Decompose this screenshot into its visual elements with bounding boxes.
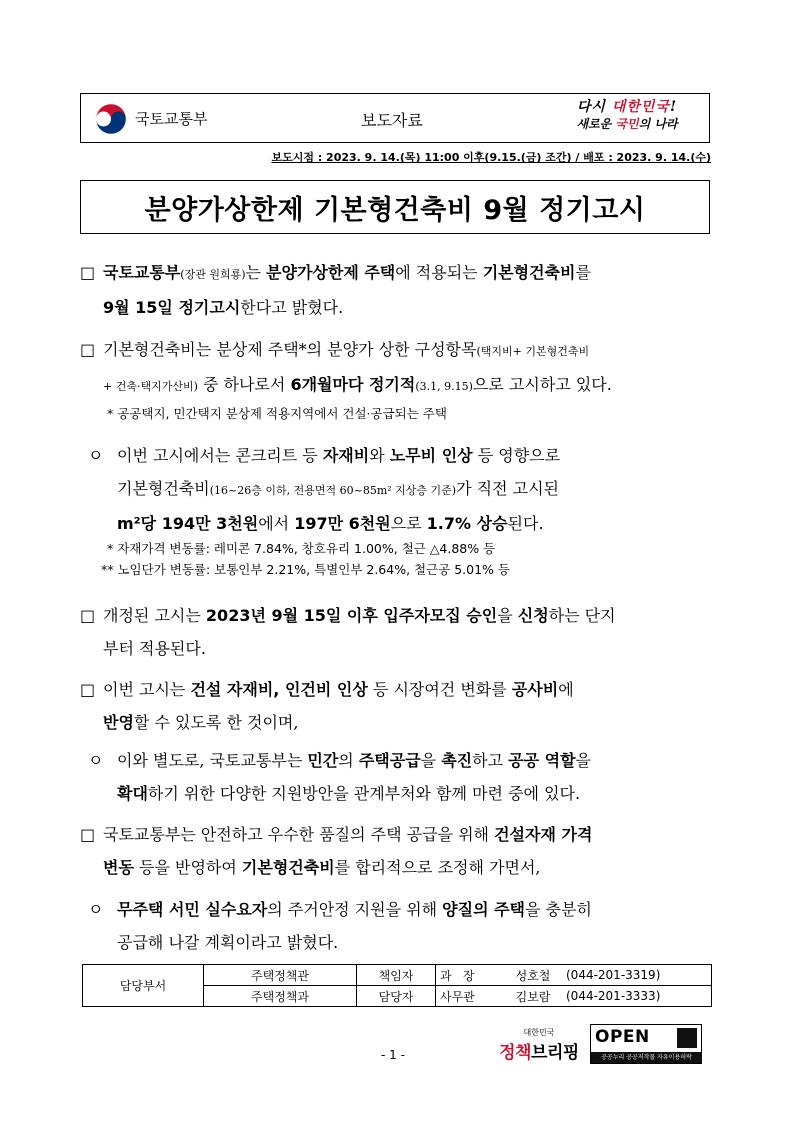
footnote: ** 노임단가 변동률: 보통인부 2.21%, 특별인부 2.64%, 철근공 5.01% 등 bbox=[101, 562, 510, 577]
paragraph-1: 국토교통부(장관 원희룡)는 분양가상한제 주택에 적용되는 기본형건축비를 9월 15일 정기고시한다고 밝혔다. bbox=[103, 263, 591, 317]
open-word: OPEN bbox=[595, 1027, 650, 1047]
paragraph-4: 개정된 고시는 2023년 9월 15일 이후 입주자모집 승인을 신청하는 단지 부터 적용된다. bbox=[103, 606, 616, 658]
policy-briefing-logo: 대한민국 정책브리핑 bbox=[499, 1028, 579, 1063]
paragraph-3: 이번 고시에서는 콘크리트 등 자재비와 노무비 인상 등 영향으로 기본형건축비(16~26층 이하, 전용면적 60~85m² 지상층 기준)가 직전 고시된 m²당 194만 3천원에서 197만 6천원으로 1.7% 상승된다. bbox=[117, 446, 561, 533]
paragraph-5: 이번 고시는 건설 자재비, 인건비 인상 등 시장여건 변화를 공사비에 반영할 수 있도록 한 것이며, bbox=[103, 680, 574, 732]
paragraph-2: 기본형건축비는 분상제 주택*의 분양가 상한 구성항목(택지비+ 기본형건축비 + 건축·택지가산비) 중 하나로서 6개월마다 정기적(3.1, 9.15)으로 고시하고 있다. bbox=[103, 340, 612, 394]
press-header-box bbox=[80, 93, 710, 143]
dept-label: 담당부서 bbox=[83, 965, 204, 1007]
office-cell: 주택정책관 bbox=[204, 965, 357, 986]
square-bullet: □ bbox=[80, 606, 96, 625]
contact-table bbox=[82, 964, 712, 1007]
name-cell: 김보람 bbox=[504, 986, 562, 1007]
document-type: 보도자료 bbox=[361, 111, 423, 130]
release-schedule: 보도시점 : 2023. 9. 14.(목) 11:00 이후(9.15.(금) 조간) / 배포 : 2023. 9. 14.(수) bbox=[271, 151, 711, 164]
ministry-name: 국토교통부 bbox=[135, 110, 208, 128]
paragraph-8: 무주택 서민 실수요자의 주거안정 지원을 위해 양질의 주택을 충분히 공급해 나갈 계획이라고 밝혔다. bbox=[117, 900, 592, 952]
circle-bullet: ㅇ bbox=[88, 900, 104, 919]
name-cell: 성호철 bbox=[504, 965, 562, 986]
office-cell: 주택정책과 bbox=[204, 986, 357, 1007]
page-number: - 1 - bbox=[381, 1048, 405, 1062]
title-cell: 과 장 bbox=[436, 965, 505, 986]
phone-cell: (044-201-3319) bbox=[562, 965, 712, 986]
role-cell: 담당자 bbox=[357, 986, 436, 1007]
slogan: 다시 대한민국! 새로운 국민의 나라 bbox=[576, 99, 678, 131]
footnote: * 자재가격 변동률: 레미콘 7.84%, 창호유리 1.00%, 철근 △4.88% 등 bbox=[107, 541, 496, 556]
paragraph-7: 국토교통부는 안전하고 우수한 품질의 주택 공급을 위해 건설자재 가격 변동 등을 반영하여 기본형건축비를 합리적으로 조정해 가면서, bbox=[103, 825, 593, 877]
page-title: 분양가상한제 기본형건축비 9월 정기고시 bbox=[144, 194, 646, 226]
title-cell: 사무관 bbox=[436, 986, 505, 1007]
role-cell: 책임자 bbox=[357, 965, 436, 986]
square-bullet: □ bbox=[80, 680, 96, 699]
phone-cell: (044-201-3333) bbox=[562, 986, 712, 1007]
title-box bbox=[80, 180, 710, 234]
square-bullet: □ bbox=[80, 340, 96, 359]
square-bullet: □ bbox=[80, 825, 96, 844]
government-emblem-icon bbox=[95, 103, 127, 135]
table-row bbox=[83, 965, 712, 986]
paragraph-6: 이와 별도로, 국토교통부는 민간의 주택공급을 촉진하고 공공 역할을 확대하기 위한 다양한 지원방안을 관계부처와 함께 마련 중에 있다. bbox=[117, 751, 592, 803]
footnote: * 공공택지, 민간택지 분상제 적용지역에서 건설·공급되는 주택 bbox=[107, 406, 447, 421]
square-bullet: □ bbox=[80, 263, 96, 282]
circle-bullet: ㅇ bbox=[88, 446, 104, 465]
kogl-open-logo bbox=[590, 1024, 702, 1064]
circle-bullet: ㅇ bbox=[88, 751, 104, 770]
open-subtitle: 공공누리 공공저작물 자유이용허락 bbox=[591, 1052, 702, 1063]
attribution-icon bbox=[677, 1028, 697, 1048]
